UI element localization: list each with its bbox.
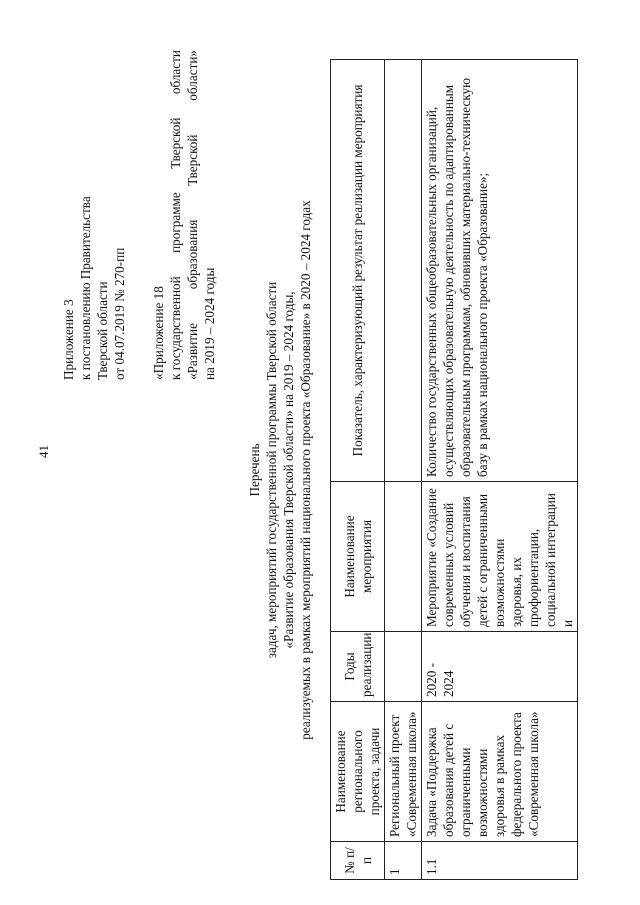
appendix-18-word: образования xyxy=(185,219,200,290)
heading-line: реализуемых в рамках мероприятий национального проекта «Образование» в 2020 – 2024 годах xyxy=(298,200,313,740)
appendix-3-block xyxy=(60,40,128,380)
heading-title: Перечень xyxy=(247,443,262,497)
appendix-18-word: «Развитие xyxy=(185,323,200,380)
appendix-18-word: Тверской xyxy=(168,117,183,169)
appendix-18-word: области xyxy=(168,50,183,95)
cell-num: 1 xyxy=(385,842,422,880)
appendix-18-word: области» xyxy=(185,50,200,101)
header-event: Наименование мероприятия xyxy=(331,482,385,632)
appendix-18-word: к государственной xyxy=(168,276,183,380)
appendix-18-word: программе xyxy=(168,192,183,253)
table-row xyxy=(385,60,422,880)
cell-indicator: Количество государственных общеобразовательных организаций, осуществляющих образовательную деятельность по адаптированным образовательным программам, обновивших материально-техническую базу в рамках национального проекта «Образование»; xyxy=(422,60,578,482)
page-number: 41 xyxy=(36,445,51,458)
cell-years xyxy=(385,632,422,702)
cell-indicator xyxy=(385,60,422,482)
header-num: № п/п xyxy=(331,842,385,880)
appendix-18-line2 xyxy=(167,50,184,380)
appendix-3-region: Тверской области xyxy=(95,281,110,380)
appendix-18-block xyxy=(150,50,218,380)
appendix-3-title: Приложение 3 xyxy=(61,299,76,380)
appendix-18-years: на 2019 – 2024 годы xyxy=(202,267,217,380)
cell-event xyxy=(385,482,422,632)
heading-line: «Развитие образования Тверской области» на 2019 – 2024 годы, xyxy=(281,291,296,649)
appendix-3-date: от 04.07.2019 № 270-пп xyxy=(112,247,127,380)
table-header-row xyxy=(331,60,385,880)
cell-name: Региональный проект «Современная школа» xyxy=(385,702,422,842)
cell-years: 2020 - 2024 xyxy=(422,632,578,702)
document-page xyxy=(60,50,620,880)
cell-num: 1.1 xyxy=(422,842,578,880)
heading-line: задач, мероприятий государственной программы Тверской области xyxy=(264,281,279,659)
table-row xyxy=(422,60,578,880)
document-heading xyxy=(246,60,314,880)
appendix-18-title: «Приложение 18 xyxy=(151,286,166,380)
header-name: Наименование регионального проекта, задачи xyxy=(331,702,385,842)
appendix-18-line3 xyxy=(184,50,201,380)
appendix-3-ref: к постановлению Правительства xyxy=(78,196,93,380)
events-table xyxy=(330,59,578,880)
appendix-18-word: Тверской xyxy=(185,134,200,186)
cell-name: Задача «Поддержка образования детей с ограниченными возможностями здоровья в рамках федерального проекта «Современная школа» xyxy=(422,702,578,842)
cell-event: Мероприятие «Создание современных условий обучения и воспитания детей с ограниченными возможностями здоровья, их профориентации, социальной интеграции и xyxy=(422,482,578,632)
header-years: Годы реализации xyxy=(331,632,385,702)
header-indicator: Показатель, характеризующий результат реализации мероприятия xyxy=(331,60,385,482)
